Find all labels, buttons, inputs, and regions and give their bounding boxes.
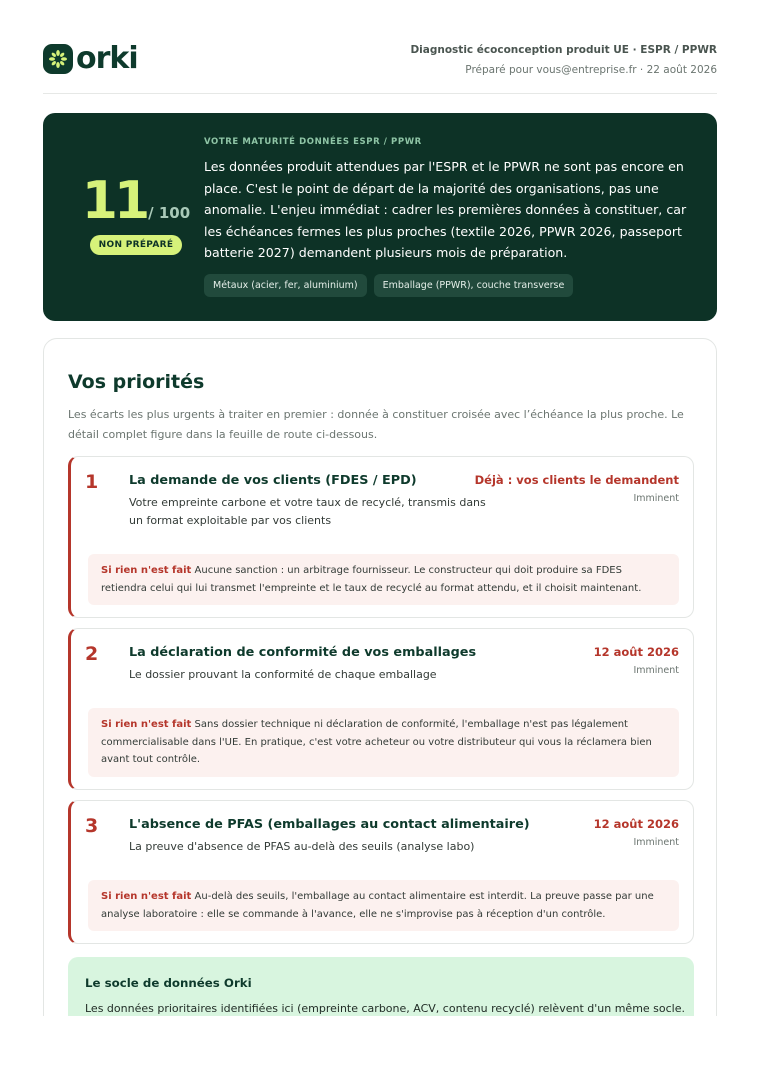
score-block: [71, 171, 201, 255]
page-bottom-margin: [0, 1016, 760, 1075]
tag-metaux: Métaux (acier, fer, aluminium): [204, 274, 367, 297]
priority-item: [68, 800, 694, 944]
risk-label: Si rien n'est fait: [101, 565, 192, 576]
score-description: Les données produit attendues par l'ESPR et le PPWR ne sont pas encore en place. C'est le point de départ de la majorité des organisations, pas une anomalie. L'enjeu immédiat : cadrer les premières données à constituer, car les échéances fermes les plus proches (textile 2026, PPWR 2026, passeport batterie 2027) demandent plusieurs mois de préparation.: [204, 159, 687, 260]
priority-item: [68, 456, 694, 618]
sun-leaf-icon: [43, 44, 73, 74]
priority-heading: [129, 473, 489, 530]
priority-deadline: Déjà : vos clients le demandent: [474, 473, 679, 487]
risk-text: Sans dossier technique ni déclaration de conformité, l'emballage n'est pas légalement commercialisable dans l'UE. En pratique, c'est votre acheteur ou votre distributeur qui vous la réclamera bien avant tout contrôle.: [101, 719, 652, 765]
score-value: 11: [81, 171, 147, 231]
priority-number: 1: [85, 471, 99, 493]
priority-heading: [129, 645, 489, 684]
priority-title: L'absence de PFAS (emballages au contact alimentaire): [129, 817, 530, 832]
socle-title: Le socle de données Orki: [85, 976, 252, 990]
section-title: Vos priorités: [68, 371, 205, 393]
report-title: Diagnostic écoconception produit UE · ESPR / PPWR: [410, 44, 717, 56]
priority-status: Imminent: [633, 493, 679, 504]
section-intro: Les écarts les plus urgents à traiter en premier : donnée à constituer croisée avec l’échéance la plus proche. Le détail complet figure dans la feuille de route ci-dessous.: [68, 408, 684, 441]
brand-logo: [43, 41, 138, 76]
report-header: [43, 38, 717, 94]
risk-label: Si rien n'est fait: [101, 719, 192, 730]
brand-name: orki: [76, 41, 138, 76]
priority-meta: [475, 473, 679, 504]
risk-label: Si rien n'est fait: [101, 891, 192, 902]
priority-description: La preuve d'absence de PFAS au-delà des seuils (analyse labo): [129, 840, 475, 853]
priority-status: Imminent: [633, 837, 679, 848]
risk-text: Aucune sanction : un arbitrage fournisseur. Le constructeur qui doit produire sa FDES retiendra celui qui lui transmet l'empreinte et le taux de recyclé au format attendu, et il choisit maintenant.: [101, 565, 642, 594]
priority-description: Le dossier prouvant la conformité de chaque emballage: [129, 668, 437, 681]
score-summary: [204, 137, 694, 297]
header-meta: [410, 44, 717, 76]
priority-title: La déclaration de conformité de vos emballages: [129, 645, 477, 660]
priority-description: Votre empreinte carbone et votre taux de recyclé, transmis dans un format exploitable par vos clients: [129, 496, 486, 527]
risk-note: [88, 880, 679, 931]
priority-meta: [594, 817, 679, 848]
score-eyebrow: VOTRE MATURITÉ DONNÉES ESPR / PPWR: [204, 137, 422, 147]
maturity-score-card: [43, 113, 717, 321]
risk-note: [88, 708, 679, 777]
risk-note: [88, 554, 679, 605]
socle-text: Les données prioritaires identifiées ici (empreinte carbone, ACV, contenu recyclé) relèvent d'un même socle.: [85, 1002, 685, 1015]
score-max: / 100: [148, 204, 191, 222]
priority-item: [68, 628, 694, 790]
priority-number: 2: [85, 643, 99, 665]
priority-number: 3: [85, 815, 99, 837]
status-badge: NON PRÉPARÉ: [90, 235, 183, 255]
risk-text: Au-delà des seuils, l'emballage au contact alimentaire est interdit. La preuve passe par une analyse laboratoire : elle se commande à l'avance, elle ne s'improvise pas à réception d'un contrôle.: [101, 891, 654, 920]
priority-heading: [129, 817, 549, 856]
priorities-section: [43, 338, 717, 1075]
priority-deadline: 12 août 2026: [593, 645, 679, 659]
priority-title: La demande de vos clients (FDES / EPD): [129, 473, 417, 488]
priority-status: Imminent: [633, 665, 679, 676]
sector-tags: [204, 274, 694, 297]
tag-emballage: Emballage (PPWR), couche transverse: [374, 274, 574, 297]
priority-meta: [594, 645, 679, 676]
report-subtitle: Préparé pour vous@entreprise.fr · 22 août 2026: [465, 64, 717, 76]
priority-deadline: 12 août 2026: [593, 817, 679, 831]
